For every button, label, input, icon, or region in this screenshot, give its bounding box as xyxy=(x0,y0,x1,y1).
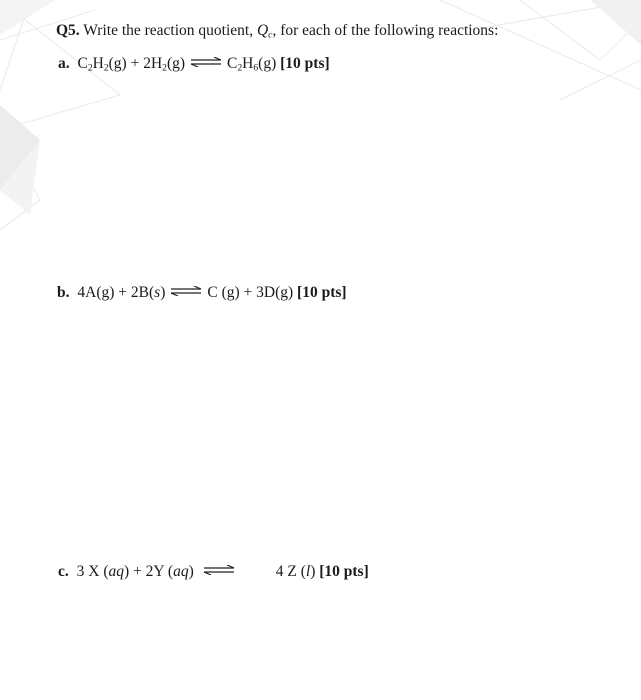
part-c-reaction xyxy=(58,563,369,581)
question-text: Write the reaction quotient, xyxy=(79,22,257,39)
part-c-reactants: 3 X (aq) + 2Y (aq) xyxy=(76,563,194,580)
part-a-reactants: $C_2H_2(g) + 2H_2(g)$ xyxy=(77,55,186,74)
equilibrium-arrow-icon xyxy=(169,286,203,296)
part-a-points: [10 pts] xyxy=(280,55,330,72)
part-b-reactants: 4A(g) + 2B(s) xyxy=(77,284,166,301)
part-b-reaction xyxy=(57,284,347,302)
question-prompt xyxy=(56,22,498,40)
quotient-subscript: c xyxy=(268,29,273,41)
part-c-label: c. xyxy=(58,563,69,580)
part-b-products: C (g) + 3D(g) xyxy=(207,284,294,301)
part-a-reaction xyxy=(58,55,330,73)
part-a-label: a. xyxy=(58,55,70,72)
part-b-points: [10 pts] xyxy=(297,284,347,301)
equilibrium-arrow-icon xyxy=(189,57,223,67)
part-c-products: 4 Z (l) xyxy=(275,563,316,580)
part-b-label: b. xyxy=(57,284,70,301)
quotient-symbol: Q xyxy=(256,22,269,39)
part-a-products: $C_2H_6(g)$ xyxy=(227,55,277,74)
question-number: Q5. xyxy=(56,22,80,39)
question-text-end: , for each of the following reactions: xyxy=(272,22,499,39)
part-c-points: [10 pts] xyxy=(319,563,369,580)
equilibrium-arrow-icon xyxy=(202,565,236,575)
